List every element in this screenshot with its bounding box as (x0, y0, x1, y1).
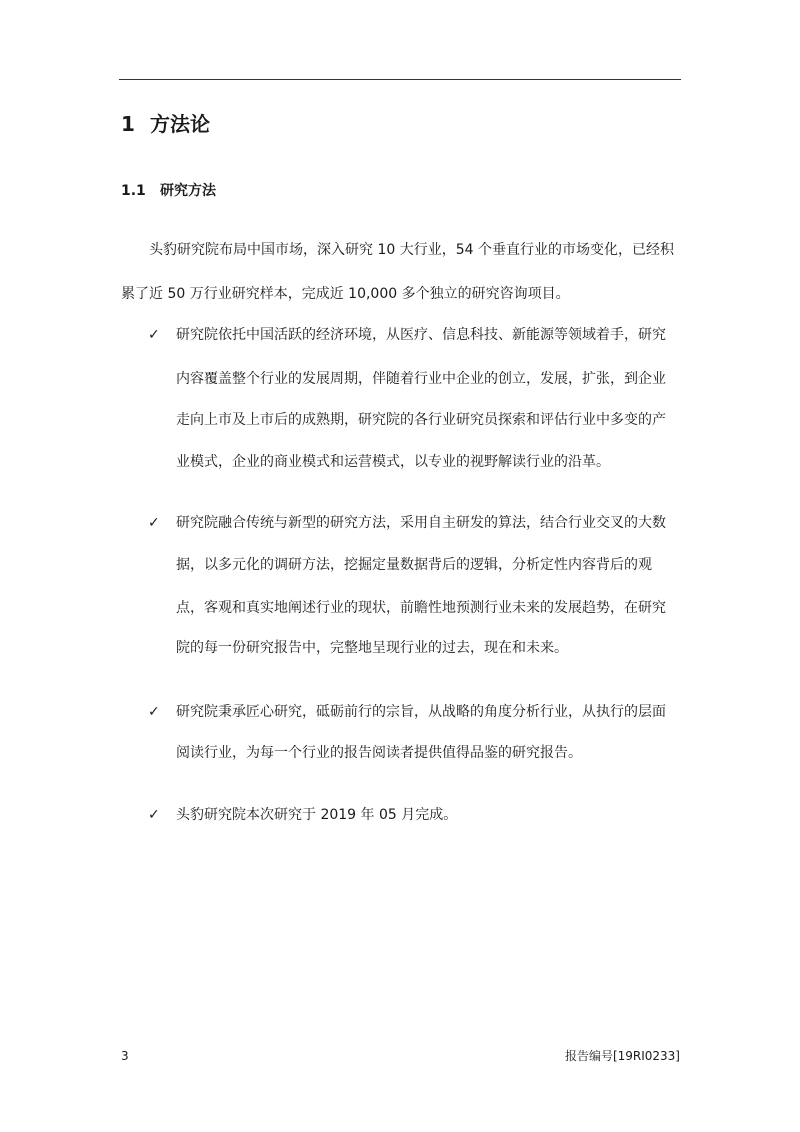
check-icon: ✓ (148, 327, 160, 343)
check-icon: ✓ (148, 807, 160, 823)
section-title: 方法论 (150, 112, 210, 136)
bullet-1-line-4: 业模式，企业的商业模式和运营模式，以专业的视野解读行业的沿革。 (176, 454, 610, 470)
subsection-title: 研究方法 (160, 183, 216, 199)
bullet-3-line-1: 研究院秉承匠心研究，砥砺前行的宗旨，从战略的角度分析行业，从执行的层面 (176, 704, 666, 720)
check-icon: ✓ (148, 515, 160, 531)
header-rule (119, 79, 681, 80)
page-number: 3 (121, 1049, 129, 1063)
bullet-2-line-2: 据，以多元化的调研方法，挖掘定量数据背后的逻辑，分析定性内容背后的观 (176, 557, 652, 573)
bullet-2-line-3: 点，客观和真实地阐述行业的现状，前瞻性地预测行业未来的发展趋势，在研究 (176, 600, 666, 616)
intro-line-1: 头豹研究院布局中国市场，深入研究 10 大行业，54 个垂直行业的市场变化，已经积 (149, 242, 674, 258)
subsection-number: 1.1 (121, 183, 146, 199)
intro-line-2: 累了近 50 万行业研究样本，完成近 10,000 多个独立的研究咨询项目。 (121, 286, 570, 302)
bullet-4-line-1: 头豹研究院本次研究于 2019 年 05 月完成。 (176, 807, 458, 823)
bullet-1-line-3: 走向上市及上市后的成熟期，研究院的各行业研究员探索和评估行业中多变的产 (176, 412, 666, 428)
section-heading (121, 110, 210, 138)
subsection-heading (121, 181, 216, 201)
bullet-3-line-2: 阅读行业，为每一个行业的报告阅读者提供值得品鉴的研究报告。 (176, 745, 582, 761)
report-code: 报告编号[19RI0233] (564, 1049, 680, 1063)
bullet-2-line-4: 院的每一份研究报告中，完整地呈现行业的过去，现在和未来。 (176, 640, 568, 656)
section-number: 1 (121, 112, 135, 136)
bullet-1-line-1: 研究院依托中国活跃的经济环境，从医疗、信息科技、新能源等领域着手，研究 (176, 327, 666, 343)
check-icon: ✓ (148, 704, 160, 720)
bullet-2-line-1: 研究院融合传统与新型的研究方法，采用自主研发的算法，结合行业交叉的大数 (176, 515, 666, 531)
bullet-1-line-2: 内容覆盖整个行业的发展周期，伴随着行业中企业的创立，发展，扩张，到企业 (176, 371, 666, 387)
